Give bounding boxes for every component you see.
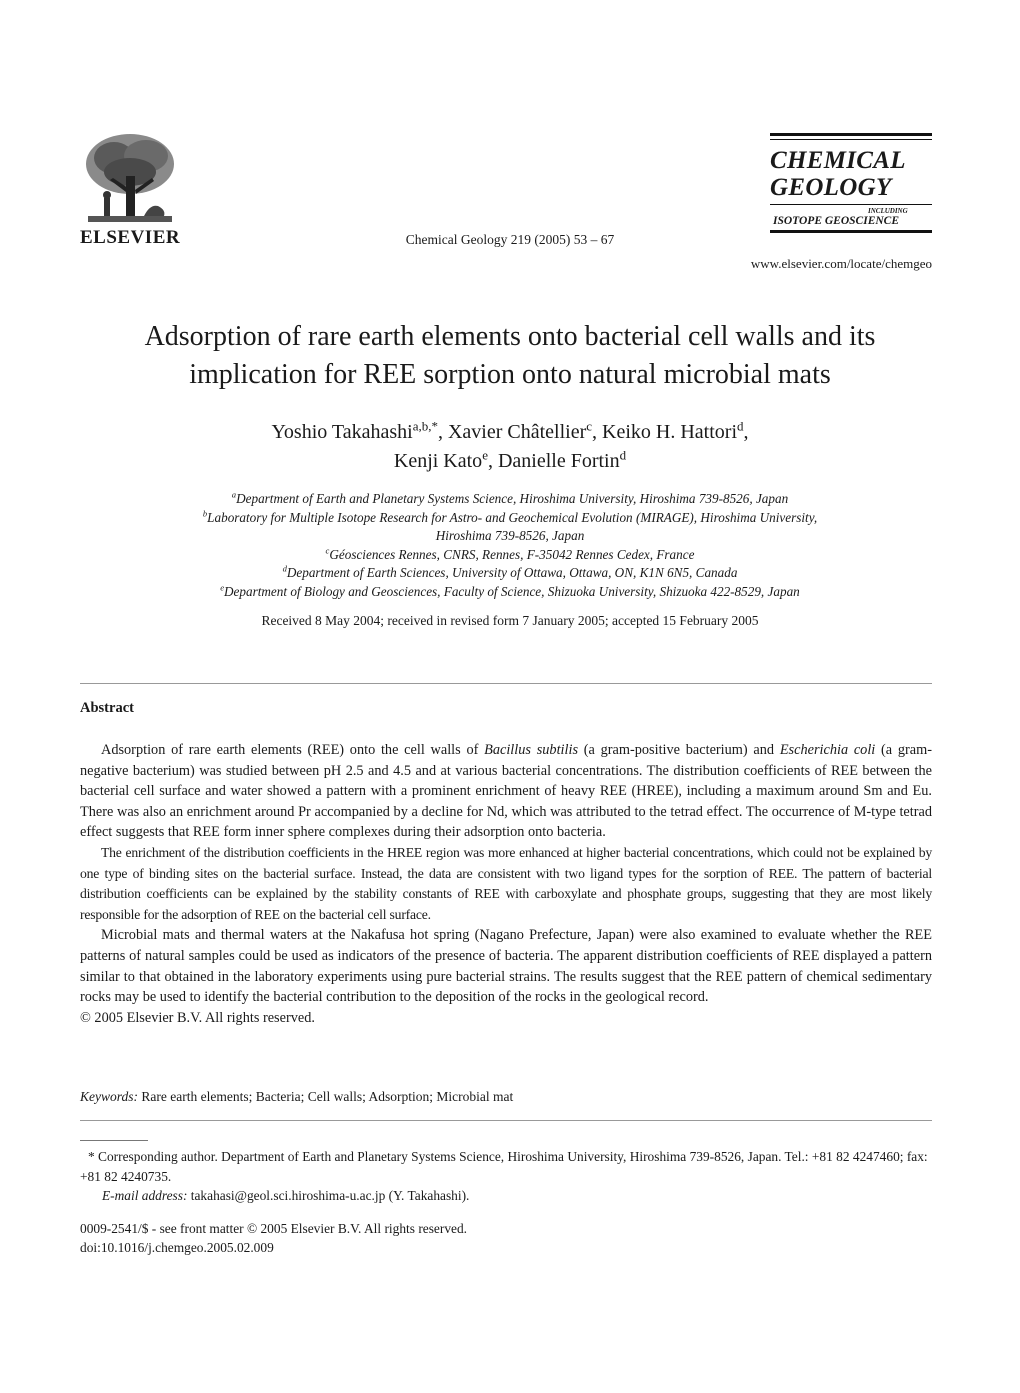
species-name: Bacillus subtilis — [484, 742, 579, 758]
journal-citation: Chemical Geology 219 (2005) 53 – 67 — [405, 232, 615, 247]
author-name[interactable]: Yoshio Takahashi — [271, 421, 413, 443]
author-separator: , — [437, 421, 448, 443]
journal-logo-rule — [770, 139, 932, 140]
divider — [80, 1120, 932, 1121]
affiliation — [60, 583, 960, 602]
front-matter — [80, 1219, 467, 1257]
affiliation-text: Department of Biology and Geosciences, Faculty of Science, Shizuoka University, Shizuoka 422-8529, Japan — [224, 583, 800, 599]
affiliation-text: Hiroshima 739-8526, Japan — [435, 528, 585, 543]
journal-logo-rule — [770, 204, 932, 205]
corresponding-author-note: * Corresponding author. Department of Earth and Planetary Systems Science, Hiroshima University, Hiroshima 739-8526, Japan. Tel.: +81 82 4247460; fax: +81 82 4240735. — [80, 1149, 928, 1184]
abstract-text: Adsorption of rare earth elements (REE) onto the cell walls of — [101, 742, 485, 758]
affiliation-mark: c — [325, 545, 330, 556]
elsevier-tree-icon — [80, 132, 180, 226]
author-separator: , — [592, 421, 603, 443]
corresponding-author-mark[interactable]: * — [431, 418, 438, 434]
abstract-body — [80, 740, 932, 1028]
keywords — [80, 1089, 513, 1105]
affiliation-list — [60, 490, 960, 601]
title-line: implication for REE sorption onto natural microbial mats — [189, 359, 831, 390]
author-affiliation-mark: a,b, — [412, 418, 432, 434]
author-affiliation-mark: c — [586, 418, 593, 434]
keywords-label: Keywords: — [80, 1089, 138, 1104]
author-affiliation-mark: e — [482, 447, 488, 463]
affiliation-text: Laboratory for Multiple Isotope Research for Astro- and Geochemical Evolution (MIRAGE), Hiroshima University, — [207, 509, 818, 525]
affiliation — [60, 546, 960, 565]
paper-title — [60, 318, 960, 394]
journal-url[interactable]: www.elsevier.com/locate/chemgeo — [750, 256, 932, 271]
affiliation-mark: a — [231, 489, 237, 500]
abstract-text: (a gram-negative bacterium) was studied between pH 2.5 and 4.5 and at various bacterial concentrations. The distribution coefficients of REE between the bacterial cell surface and water showed a pattern with a prominent enrichment of heavy REE (HREE), including a maximum around Sm and Eu. There was also an enrichment around Pr accompanied by a decline for Nd, which was attributed to the tetrad effect. The occurrence of M-type tetrad effect suggests that REE form inner sphere complexes during their adsorption onto bacteria. — [80, 742, 933, 841]
affiliation — [60, 509, 960, 528]
footnote-rule — [80, 1140, 148, 1141]
affiliation — [60, 527, 960, 546]
author-affiliation-mark: d — [619, 447, 627, 463]
affiliation-text: Department of Earth Sciences, University of Ottawa, Ottawa, ON, K1N 6N5, Canada — [286, 565, 738, 580]
elsevier-logo — [80, 132, 180, 246]
author-name[interactable]: Danielle Fortin — [497, 450, 620, 472]
abstract-copyright: © 2005 Elsevier B.V. All rights reserved. — [80, 1009, 315, 1026]
doi-line[interactable]: doi:10.1016/j.chemgeo.2005.02.009 — [80, 1240, 274, 1255]
affiliation — [60, 564, 960, 583]
author-separator: , — [743, 421, 749, 443]
author-name[interactable]: Kenji Kato — [393, 450, 483, 472]
affiliation-mark: d — [282, 563, 287, 574]
journal-logo-rule — [770, 230, 932, 233]
author-affiliation-mark: d — [737, 418, 744, 434]
abstract-paragraph: The enrichment of the distribution coefficients in the HREE region was more enhanced at higher bacterial concentrations, which could not be explained by one type of binding sites on the bacterial surface. Instead, the data are consistent with two ligand types for the sorption of REE. The pattern of bacterial distribution coefficients can be explained by the stability constants of REE with carboxylate and phosphate groups, suggesting that they are most likely responsible for the adsorption of REE on the bacterial cell surface. — [80, 844, 932, 922]
author-name[interactable]: Keiko H. Hattori — [602, 421, 738, 443]
author-name[interactable]: Xavier Châtellier — [447, 421, 587, 443]
footnote — [80, 1147, 932, 1206]
journal-logo-title: CHEMICAL — [770, 147, 906, 174]
journal-logo-rule — [770, 133, 932, 136]
email-label: E-mail address: — [102, 1188, 188, 1203]
issn-line: 0009-2541/$ - see front matter © 2005 Elsevier B.V. All rights reserved. — [80, 1221, 468, 1236]
publisher-name: ELSEVIER — [80, 227, 181, 248]
species-name: Escherichia coli — [779, 742, 876, 758]
affiliation-text: Department of Earth and Planetary Systems Science, Hiroshima University, Hiroshima 739-8526, Japan — [236, 491, 789, 506]
affiliation-mark: e — [220, 582, 225, 593]
author-line — [60, 447, 960, 476]
email-line — [80, 1186, 932, 1206]
journal-logo — [770, 133, 932, 233]
email-address[interactable]: takahasi@geol.sci.hiroshima-u.ac.jp (Y. Takahashi). — [187, 1188, 470, 1203]
abstract-paragraph — [80, 740, 932, 843]
divider — [80, 683, 932, 684]
author-line — [60, 418, 960, 447]
title-line: Adsorption of rare earth elements onto bacterial cell walls and its — [144, 321, 876, 352]
journal-logo-subtitle: ISOTOPE GEOSCIENCE — [773, 215, 900, 227]
keywords-list: Rare earth elements; Bacteria; Cell walls; Adsorption; Microbial mat — [138, 1089, 514, 1104]
journal-logo-including: INCLUDING — [868, 207, 908, 215]
author-list — [60, 418, 960, 476]
article-dates: Received 8 May 2004; received in revised form 7 January 2005; accepted 15 February 2005 — [261, 613, 759, 628]
affiliation-mark: b — [202, 508, 208, 519]
journal-logo-title: GEOLOGY — [770, 174, 892, 201]
abstract-heading: Abstract — [80, 700, 134, 716]
affiliation-text: Géosciences Rennes, CNRS, Rennes, F-35042 Rennes Cedex, France — [329, 546, 695, 562]
abstract-paragraph: Microbial mats and thermal waters at the Nakafusa hot spring (Nagano Prefecture, Japan) were also examined to evaluate whether the REE patterns of natural samples could be used as indicators of the presence of bacteria. The apparent distribution coefficients of REE displayed a pattern similar to that obtained in the laboratory experiments using pure bacterial strains. The results suggest that the REE pattern of chemical sedimentary rocks may be used to identify the bacterial contribution to the deposition of the rocks in the geological record. — [80, 927, 932, 1006]
abstract-text: (a gram-positive bacterium) and — [578, 742, 780, 758]
affiliation — [60, 490, 960, 509]
author-separator: , — [487, 450, 498, 472]
